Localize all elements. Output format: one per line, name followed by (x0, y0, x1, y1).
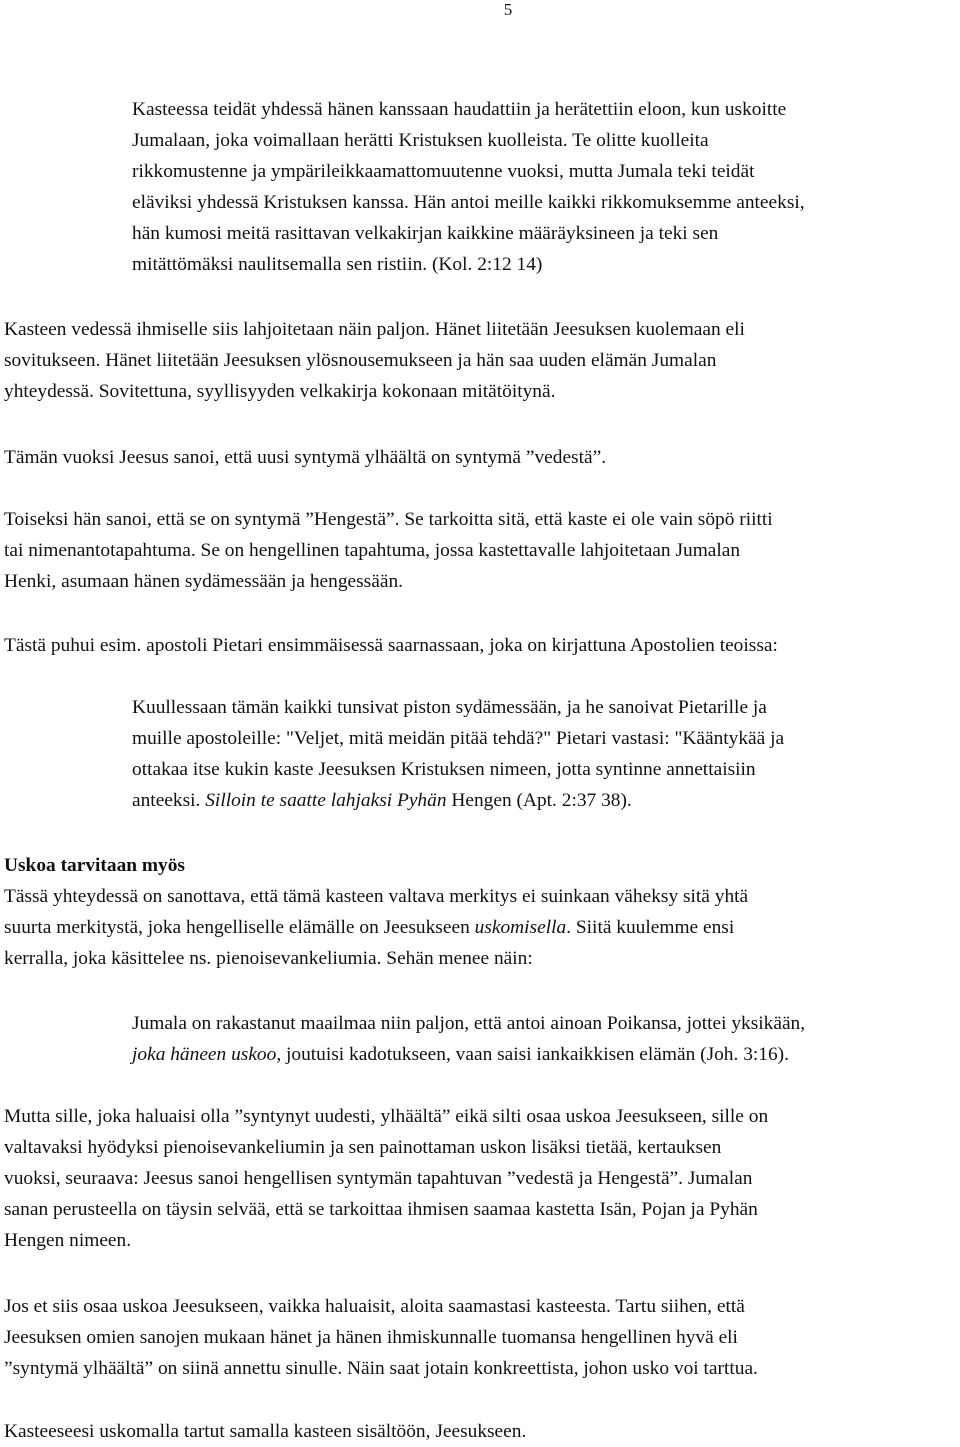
paragraph-line: Tässä yhteydessä on sanottava, että tämä kasteen valtava merkitys ei suinkaan väheksy sitä yhtä (4, 886, 749, 907)
quote-italic-text: Silloin te saatte lahjaksi Pyhän (205, 790, 447, 811)
paragraph-line (4, 912, 956, 943)
paragraph-line: sovitukseen. Hänet liitetään Jeesuksen ylösnousemukseen ja hän saa uuden elämän Jumalan (4, 350, 717, 371)
quote-john (132, 1008, 958, 1070)
paragraph-line: valtavaksi hyödyksi pienoisevankeliumin ja sen painottaman uskon lisäksi tietää, kertauksen (4, 1137, 722, 1158)
quote-text: Hengen (Apt. 2:37 38). (446, 790, 632, 811)
paragraph-reborn (4, 1101, 956, 1256)
paragraph-line: Mutta sille, joka haluaisi olla ”syntynyt uudesti, ylhäältä” eikä silti osaa uskoa Jeesukseen, sille on (4, 1106, 769, 1127)
quote-line: ottakaa itse kukin kaste Jeesuksen Kristuksen nimeen, jotta syntinne annettaisiin (132, 759, 756, 780)
quote-text: anteeksi. (132, 790, 206, 811)
paragraph-line: Jos et siis osaa uskoa Jeesukseen, vaikka haluaisit, aloita saamastasi kasteesta. Tartu siihen, että (4, 1296, 745, 1317)
quote-colossians (132, 94, 958, 280)
quote-line: Jumalaan, joka voimallaan herätti Kristuksen kuolleista. Te olitte kuolleita (132, 130, 709, 151)
paragraph-line: Hengen nimeen. (4, 1230, 132, 1251)
paragraph-start-from-baptism (4, 1291, 956, 1384)
paragraph-line: Henki, asumaan hänen sydämessään ja hengessään. (4, 571, 403, 592)
paragraph-line: Kasteen vedessä ihmiselle siis lahjoitetaan näin paljon. Hänet liitetään Jeesuksen kuolemaan eli (4, 319, 745, 340)
quote-line: Jumala on rakastanut maailmaa niin paljon, että antoi ainoan Poikansa, jottei yksikään, (132, 1013, 806, 1034)
section-heading: Uskoa tarvitaan myös (4, 855, 185, 876)
section-faith (4, 850, 956, 974)
paragraph-line: Jeesuksen omien sanojen mukaan hänet ja hänen ihmiskunnalle tuomansa hengellinen hyvä eli (4, 1327, 738, 1348)
quote-line (132, 785, 958, 816)
paragraph-baptism-gifts (4, 314, 956, 407)
paragraph-line: Kasteeseesi uskomalla tartut samalla kasteen sisältöön, Jeesukseen. (4, 1421, 527, 1442)
quote-line: hän kumosi meitä rasittavan velkakirjan kaikkine määräyksineen ja teki sen (132, 223, 719, 244)
quote-line: muille apostoleille: "Veljet, mitä meidän pitää tehdä?" Pietari vastasi: "Kääntykää ja (132, 728, 785, 749)
paragraph-line: Tästä puhui esim. apostoli Pietari ensimmäisessä saarnassaan, joka on kirjattuna Apostolien teoissa: (4, 635, 778, 656)
paragraph-line: kerralla, joka käsittelee ns. pienoisevankeliumia. Sehän menee näin: (4, 948, 533, 969)
paragraph-closing (4, 1416, 956, 1447)
paragraph-line: vuoksi, seuraava: Jeesus sanoi hengellisen syntymän tapahtuvan ”vedestä ja Hengestä”. Jumalan (4, 1168, 753, 1189)
paragraph-text: suurta merkitystä, joka hengelliselle elämälle on Jeesukseen (4, 917, 475, 938)
quote-acts (132, 692, 958, 816)
paragraph-water (4, 442, 956, 473)
quote-line: rikkomustenne ja ympärileikkaamattomuutenne vuoksi, mutta Jumala teki teidät (132, 161, 755, 182)
paragraph-peter (4, 630, 956, 661)
page-number-text: 5 (503, 0, 513, 19)
paragraph-italic-text: uskomisella (474, 917, 567, 938)
paragraph-spirit (4, 504, 956, 597)
paragraph-line: Toiseksi hän sanoi, että se on syntymä ”Hengestä”. Se tarkoitta sitä, että kaste ei ole vain söpö riitti (4, 509, 773, 530)
paragraph-line: Tämän vuoksi Jeesus sanoi, että uusi syntymä ylhäältä on syntymä ”vedestä”. (4, 447, 607, 468)
quote-italic-text: joka häneen uskoo (132, 1044, 277, 1065)
quote-text: , joutuisi kadotukseen, vaan saisi iankaikkisen elämän (Joh. 3:16). (276, 1044, 789, 1065)
paragraph-text: . Siitä kuulemme ensi (566, 917, 735, 938)
quote-line: Kuullessaan tämän kaikki tunsivat piston sydämessään, ja he sanoivat Pietarille ja (132, 697, 767, 718)
paragraph-line: ”syntymä ylhäältä” on siinä annettu sinulle. Näin saat jotain konkreettista, johon usko voi tarttua. (4, 1358, 758, 1379)
quote-line (132, 1039, 958, 1070)
paragraph-line: yhteydessä. Sovitettuna, syyllisyyden velkakirja kokonaan mitätöitynä. (4, 381, 556, 402)
page-number (0, 0, 960, 20)
paragraph-line: tai nimenantotapahtuma. Se on hengellinen tapahtuma, jossa kastettavalle lahjoitetaan Jumalan (4, 540, 741, 561)
quote-line: mitättömäksi naulitsemalla sen ristiin. (Kol. 2:12 14) (132, 254, 543, 275)
paragraph-line: sanan perusteella on täysin selvää, että se tarkoittaa ihmisen saamaa kastetta Isän, Pojan ja Pyhän (4, 1199, 758, 1220)
quote-line: eläviksi yhdessä Kristuksen kanssa. Hän antoi meille kaikki rikkomuksemme anteeksi, (132, 192, 805, 213)
quote-line: Kasteessa teidät yhdessä hänen kanssaan haudattiin ja herätettiin eloon, kun uskoitte (132, 99, 787, 120)
